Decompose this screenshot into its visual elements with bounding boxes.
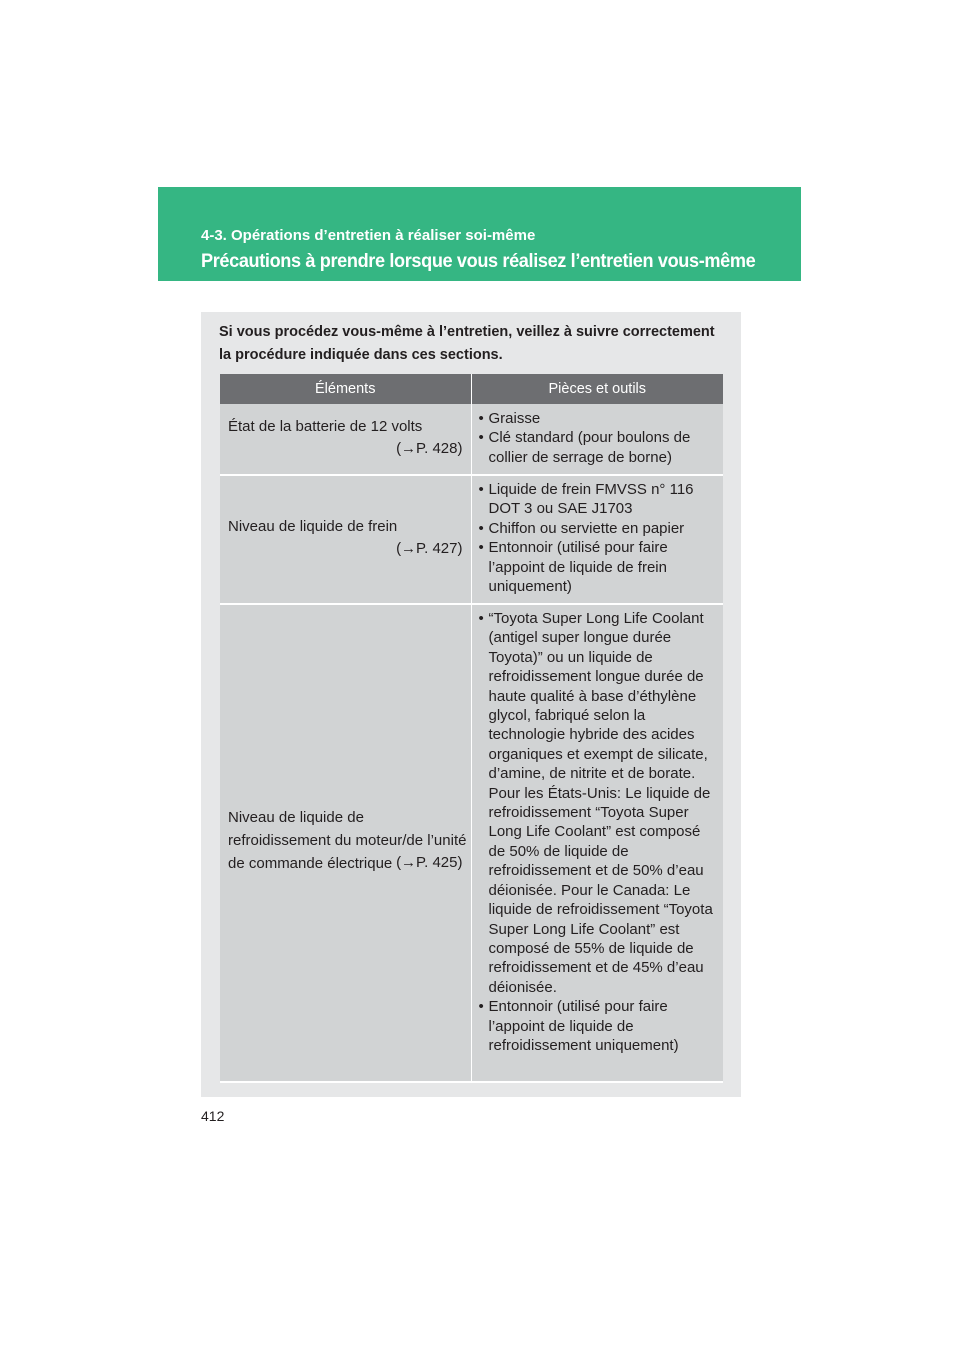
item-cell [220, 604, 471, 1082]
tools-cell [471, 604, 723, 1082]
list-item: • Entonnoir (utilisé pour faire l’appoint de liquide de refroidissement uniquement) [478, 998, 679, 1054]
section-label: 4-3. Opérations d’entretien à réaliser soi-même [201, 227, 536, 244]
item-cell [220, 475, 471, 604]
tools-cell [471, 475, 723, 604]
table-header-row [220, 374, 723, 404]
column-header-items: Éléments [220, 374, 471, 404]
item-label: Niveau de liquide de refroidissement du moteur/de l’unité de commande électrique [228, 809, 467, 872]
tools-list [472, 409, 724, 467]
list-item: • Chiffon ou serviette en papier [478, 519, 685, 537]
section-header [158, 187, 801, 281]
table-row [220, 604, 723, 1082]
page-reference: (→P. 427) [396, 540, 463, 557]
table-row [220, 404, 723, 475]
item-label: Niveau de liquide de frein [228, 518, 398, 535]
list-item: • Liquide de frein FMVSS n° 116 DOT 3 ou SAE J1703 [478, 481, 694, 518]
page-number: 412 [201, 1108, 225, 1124]
list-item: • Entonnoir (utilisé pour faire l’appoint de liquide de frein uniquement) [478, 539, 668, 596]
column-header-tools: Pièces et outils [471, 374, 723, 404]
list-item: • “Toyota Super Long Life Coolant (antigel super longue durée Toyota)” ou un liquide de refroidissement longue durée de haute qualité à base d’éthylène glycol, fabriqué selon la technologie hybride des acides organiques et exempt de silicate, d’amine, de nitrite et de borate. Pour les États-Unis: Le liquide de refroidissement “Toyota Super Long Life Coolant” est composé de 50% de liquide de refroidissement et de 50% d’eau déionisée. Pour le Canada: Le liquide de refroidissement “Toyota Super Long Life Coolant” est composé de 55% de liquide de refroidissement et de 45% d’eau déionisée. [478, 610, 713, 996]
item-cell [220, 404, 471, 475]
list-item: • Clé standard (pour boulons de collier de serrage de borne) [478, 429, 691, 466]
item-label: État de la batterie de 12 volts [228, 418, 423, 435]
page-reference: (→P. 428) [396, 440, 463, 457]
content-panel [201, 312, 741, 1097]
intro-text: Si vous procédez vous-même à l’entretien, veillez à suivre correctement la procédure indiquée dans ces sections. [219, 324, 715, 363]
list-item: • Graisse [478, 410, 541, 427]
tools-list [472, 609, 724, 1055]
page-title: Précautions à prendre lorsque vous réalisez l’entretien vous-même [201, 250, 756, 272]
table-row [220, 475, 723, 604]
maintenance-table [220, 374, 723, 1083]
tools-cell [471, 404, 723, 475]
tools-list [472, 480, 724, 596]
page-reference: (→P. 425) [396, 854, 463, 871]
